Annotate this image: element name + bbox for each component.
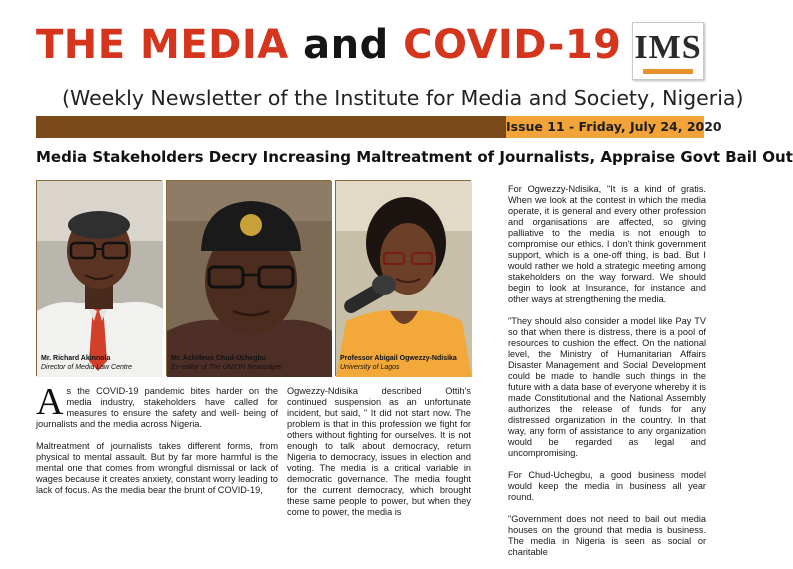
portrait-illustration	[37, 181, 163, 377]
article-paragraph: Ogwezzy-Ndisika described Ottih's continued suspension as an unfortunate incident, but said, " It did not start now. The problem is that in this profession we fight for others without fighting for ourselves. It is not enough to talk about democracy, return Nigeria to democracy, issues in election and voting. The media is a critical variable in democratic governance. The media fought for the current democracy, which brought these same people to power, but when they come to power, the media is	[287, 386, 471, 517]
photo-caption	[340, 355, 457, 372]
title-part-covid: COVID-19	[403, 22, 622, 68]
issue-label: Issue 11 - Friday, July 24, 2020	[506, 119, 722, 134]
caption-role: Ex-editor of The UNION Newspaper	[171, 363, 283, 371]
photo-achilleus-chud-uchegbu	[166, 180, 331, 376]
intro-text: s the COVID-19 pandemic bites harder on the media industry, stakeholders have called for measures to ensure the safety and well- being of journalists and the media across Nigeria.	[36, 386, 278, 429]
drop-cap: A	[36, 381, 64, 423]
photo-caption	[171, 355, 283, 372]
article-paragraph: "Government does not need to bail out media houses on the ground that media is business. The media in Nigeria is seen as social or charitable	[508, 514, 706, 557]
article-intro-paragraph	[36, 381, 278, 430]
article-column-left	[36, 381, 278, 507]
ims-logo	[632, 22, 704, 80]
photo-abigail-ogwezzy-ndisika	[335, 180, 471, 376]
caption-role: University of Lagos	[340, 363, 400, 371]
newsletter-title	[36, 22, 622, 68]
article-column-middle	[287, 386, 471, 529]
portrait-illustration	[167, 181, 332, 377]
article-paragraph: For Ogwezzy-Ndisika, "It is a kind of gratis. When we look at the contest in which the media operate, it is general and every other profession and organisations are affected, so giving palliative to the media is not enough to compromise our ethics. I don't think government support, which is a one-off thing, is bad. But I would rather we hold a strategic meeting among stakeholders on the way forward. We should begin to look at Insurance, for instance and other ways at strengthening the media.	[508, 184, 706, 304]
photo-caption	[41, 355, 132, 372]
article-column-right	[508, 184, 706, 569]
caption-role: Director of Media Law Centre	[41, 363, 133, 371]
caption-name: Mr. Richard Akinnola	[41, 355, 111, 362]
portrait-illustration	[336, 181, 472, 377]
title-part-and: and	[303, 22, 389, 68]
article-paragraph: Maltreatment of journalists takes different forms, from physical to mental assault. But by far more harmful is the mental one that comes from wrongful dismissal or lack of wages because it creates anxiety, constant worry leading to lack of focus. As the media bear the brunt of COVID-19,	[36, 441, 278, 495]
caption-name: Professor Abigail Ogwezzy-Ndisika	[340, 355, 457, 362]
title-part-media: THE MEDIA	[36, 22, 289, 68]
caption-name: Mr. Achilleus Chud-Uchegbu	[171, 355, 267, 362]
ims-logo-text: IMS	[634, 29, 702, 66]
photo-richard-akinnola	[36, 180, 162, 376]
newsletter-subtitle: (Weekly Newsletter of the Institute for Media and Society, Nigeria)	[62, 86, 744, 110]
article-paragraph: "They should also consider a model like Pay TV so that when there is distress, there is a pool of resources to cushion the effect. On the national level, the Ministry of Humanitarian Affairs Disaster Management and Social Development could be made to handle such things in the future with a data base of everyone whereby it is made Constitutional and the National Assembly authorizes the release of funds for any distressed organization in the country. In that way, any form of assistance to any organization would be regarded as legal and uncompromising.	[508, 316, 706, 458]
article-headline: Media Stakeholders Decry Increasing Maltreatment of Journalists, Appraise Govt Bail Out	[36, 148, 793, 166]
ims-logo-underline	[643, 69, 693, 74]
article-paragraph: For Chud-Uchegbu, a good business model would keep the media in business all year round.	[508, 470, 706, 502]
issue-bar-band	[36, 116, 506, 138]
